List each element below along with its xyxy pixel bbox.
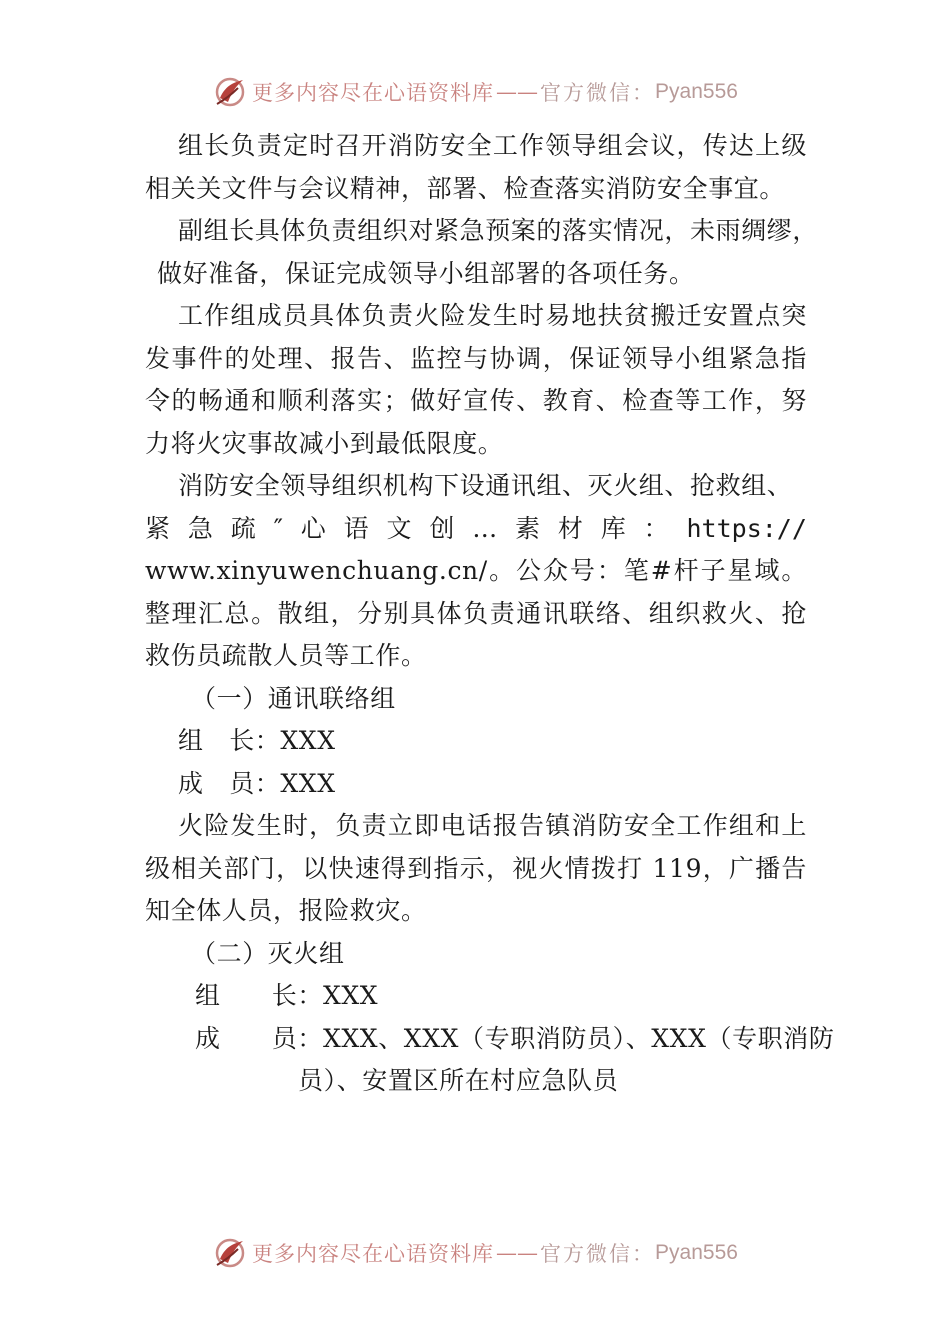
document-body bbox=[145, 125, 835, 1103]
section1-duty: 火险发生时，负责立即电话报告镇消防安全工作组和上级相关部门，以快速得到指示，视火情拨打 119，广播告知全体人员，报险救灾。 bbox=[145, 811, 807, 925]
banner-wechat-label: 官方微信： bbox=[540, 1242, 656, 1266]
footer-banner bbox=[0, 1231, 950, 1275]
paragraph-member-duty: 工作组成员具体负责火险发生时易地扶贫搬迁安置点突发事件的处理、报告、监控与协调，保证领导小组紧急指令的畅通和顺利落实；做好宣传、教育、检查等工作，努力将火灾事故减小到最低限度。 bbox=[145, 301, 807, 458]
paragraph-deputy-duty-line1: 副组长具体负责组织对紧急预案的落实情况，未雨绸缪， bbox=[178, 216, 819, 245]
banner-title: 更多内容尽在心语资料库 bbox=[252, 81, 495, 105]
section2-heading: （二）灭火组 bbox=[191, 938, 345, 968]
spaced-char: 材 bbox=[557, 513, 583, 543]
spaced-char: … bbox=[472, 513, 498, 543]
section1-members: 成 员：XXX bbox=[178, 768, 336, 798]
section2-members-line2: 员）、安置区所在村应急队员 bbox=[298, 1066, 619, 1095]
paragraph-deputy-duty-line2: 做好准备，保证完成领导小组部署的各项任务。 bbox=[157, 258, 695, 288]
spaced-char: 急 bbox=[187, 513, 213, 543]
banner-separator: —— bbox=[496, 1241, 539, 1265]
spaced-char: 素 bbox=[515, 513, 541, 543]
section1-heading: （一）通讯联络组 bbox=[191, 683, 396, 713]
section2-leader: 组 长：XXX bbox=[195, 981, 379, 1010]
banner-wechat-id: Pyan556 bbox=[655, 1241, 738, 1264]
spaced-char: 语 bbox=[343, 513, 369, 543]
paragraph-org-structure-spaced-line bbox=[145, 508, 807, 551]
banner-title: 更多内容尽在心语资料库 bbox=[252, 1242, 495, 1266]
banner-wechat-label: 官方微信： bbox=[540, 81, 656, 105]
banner-separator: —— bbox=[496, 80, 539, 104]
paragraph-org-structure-line1: 消防安全领导组织机构下设通讯组、灭火组、抢救组、 bbox=[178, 471, 793, 500]
spaced-char: 文 bbox=[386, 513, 412, 543]
section2-members-line1: 成 员：XXX、XXX（专职消防员）、XXX（专职消防 bbox=[195, 1023, 835, 1053]
spaced-url-start: https:// bbox=[686, 513, 807, 543]
spaced-char: 紧 bbox=[145, 513, 171, 543]
spaced-char: 疏 bbox=[230, 513, 256, 543]
header-banner bbox=[0, 70, 950, 114]
spaced-char: 库 bbox=[600, 513, 626, 543]
paragraph-org-structure-rest: www.xinyuwenchuang.cn/。公众号：笔#杆子星域。整理汇总。散组，分别具体负责通讯联络、组织救火、抢救伤员疏散人员等工作。 bbox=[145, 556, 807, 670]
section1-leader: 组 长：XXX bbox=[178, 726, 336, 755]
spaced-char: 创 bbox=[429, 513, 455, 543]
brand-logo-icon bbox=[212, 1235, 248, 1271]
paragraph-leader-duty: 组长负责定时召开消防安全工作领导组会议，传达上级相关关文件与会议精神，部署、检查落实消防安全事宜。 bbox=[145, 131, 807, 203]
spaced-char: ： bbox=[643, 513, 669, 543]
banner-wechat-id: Pyan556 bbox=[655, 80, 738, 103]
spaced-char: 心 bbox=[300, 513, 326, 543]
spaced-char: ″ bbox=[273, 513, 283, 543]
brand-logo-icon bbox=[212, 74, 248, 110]
